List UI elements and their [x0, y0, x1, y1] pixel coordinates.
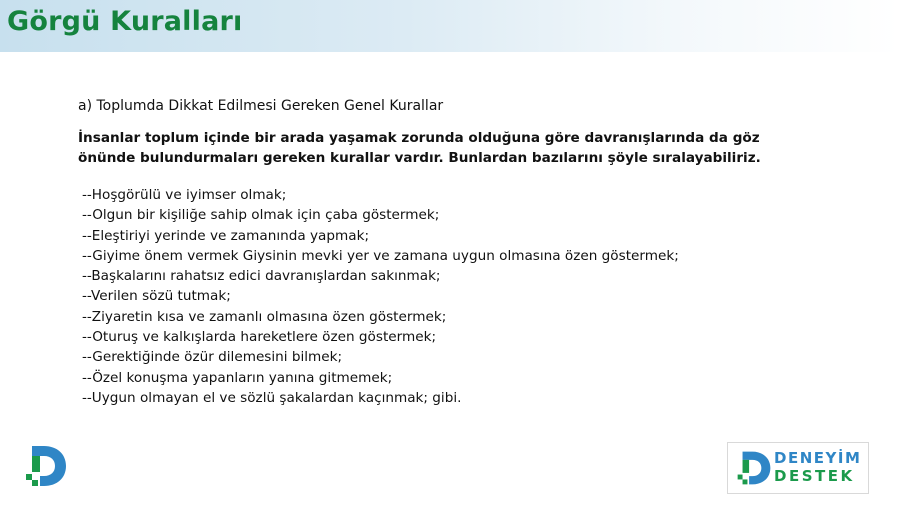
rule-item: --Başkalarını rahatsız edici davranışlardan sakınmak; — [82, 268, 441, 285]
rules-list — [82, 185, 798, 408]
section-subheading: a) Toplumda Dikkat Edilmesi Gereken Genel Kurallar — [78, 98, 444, 114]
brand-logo-icon — [24, 444, 68, 488]
rule-item: --Eleştiriyi yerinde ve zamanında yapmak; — [82, 227, 370, 244]
rule-item: --Ziyaretin kısa ve zamanlı olmasına özen göstermek; — [82, 308, 447, 325]
slide-content — [78, 96, 798, 408]
rule-item: --Giyime önem vermek Giysinin mevki yer ve zamana uygun olmasına özen göstermek; — [82, 247, 679, 264]
rule-item: --Özel konuşma yapanların yanına gitmemek; — [82, 369, 393, 386]
brand-mark-icon — [736, 450, 772, 486]
rule-item: --Uygun olmayan el ve sözlü şakalardan kaçınmak; gibi. — [82, 389, 462, 406]
brand-name-bottom: DESTEK — [774, 467, 855, 485]
rule-item: --Gerektiğinde özür dilemesini bilmek; — [82, 349, 343, 366]
brand-name-top: DENEYİM — [774, 449, 862, 467]
intro-paragraph: İnsanlar toplum içinde bir arada yaşamak zorunda olduğuna göre davranışlarında da göz önünde bulundurmaları gereken kurallar vardır. Bunlardan bazılarını şöyle sıralayabiliriz. — [78, 130, 761, 166]
rule-item: --Hoşgörülü ve iyimser olmak; — [82, 187, 287, 203]
rule-item: --Verilen sözü tutmak; — [82, 288, 231, 305]
brand-name — [774, 450, 861, 485]
slide-title: Görgü Kuralları — [7, 6, 243, 37]
rule-item: --Olgun bir kişiliğe sahip olmak için çaba göstermek; — [82, 207, 440, 224]
rule-item: --Oturuş ve kalkışlarda hareketlere özen göstermek; — [82, 329, 437, 346]
brand-logo-box — [727, 442, 869, 494]
